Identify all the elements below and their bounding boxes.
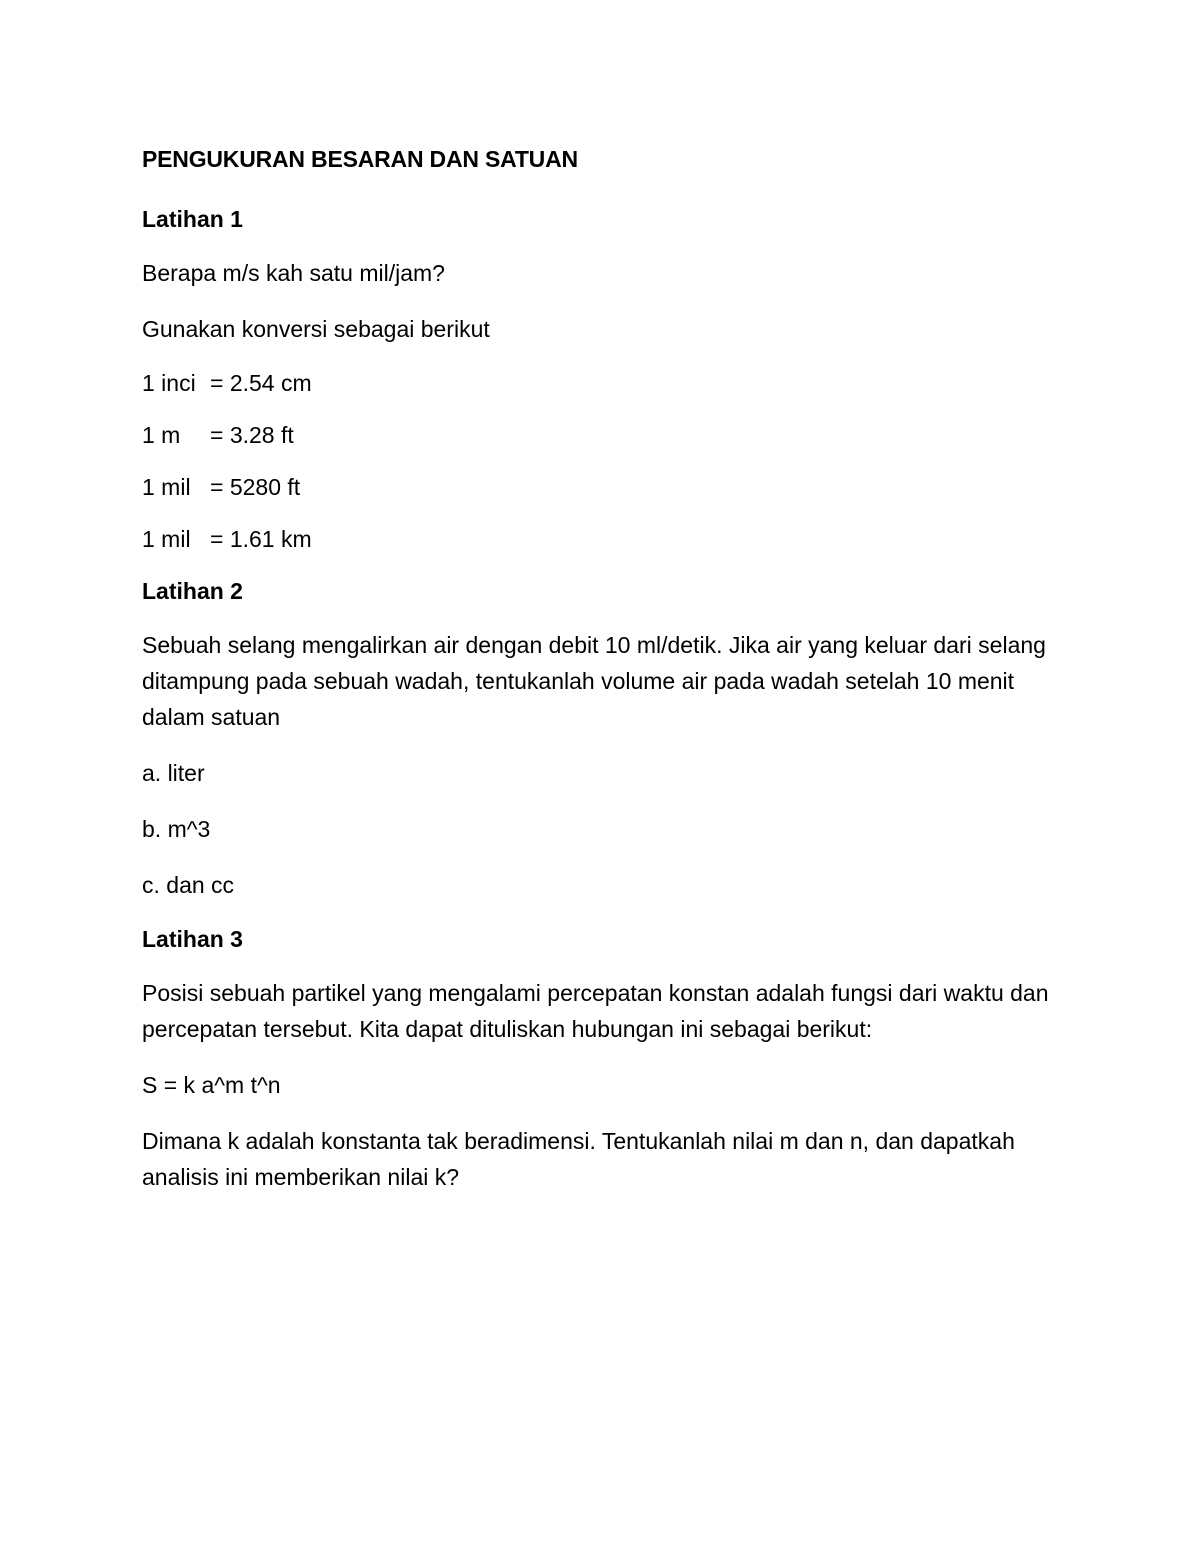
latihan-3-question: Posisi sebuah partikel yang mengalami percepatan konstan adalah fungsi dari waktu dan percepatan tersebut. Kita dapat dituliskan hubungan ini sebagai berikut: [142,980,1049,1042]
option-item: b. m^3 [142,816,211,842]
conversion-right: = 3.28 ft [210,422,294,448]
conversion-right: = 2.54 cm [210,370,312,396]
conversion-left: 1 mil [142,474,191,500]
latihan-3-formula: S = k a^m t^n [142,1072,281,1098]
latihan-2-heading: Latihan 2 [142,578,243,604]
latihan-1-question: Berapa m/s kah satu mil/jam? [142,260,445,286]
conversion-right: = 1.61 km [210,526,312,552]
conversion-row [142,367,1062,399]
document-body [142,143,1062,1215]
latihan-1-instruction: Gunakan konversi sebagai berikut [142,316,490,342]
document-title: PENGUKURAN BESARAN DAN SATUAN [142,146,578,172]
option-item: a. liter [142,760,205,786]
latihan-3-heading: Latihan 3 [142,926,243,952]
conversion-row [142,419,1062,451]
conversion-row [142,523,1062,555]
latihan-2-question: Sebuah selang mengalirkan air dengan debit 10 ml/detik. Jika air yang keluar dari selang ditampung pada sebuah wadah, tentukanlah volume air pada wadah setelah 10 menit dalam satuan [142,632,1046,730]
conversion-left: 1 m [142,422,181,448]
option-item: c. dan cc [142,872,235,898]
latihan-3-followup: Dimana k adalah konstanta tak beradimensi. Tentukanlah nilai m dan n, dan dapatkah analisis ini memberikan nilai k? [142,1128,1015,1190]
conversion-right: = 5280 ft [210,474,301,500]
conversion-left: 1 mil [142,526,191,552]
latihan-1-heading: Latihan 1 [142,206,243,232]
conversion-row [142,471,1062,503]
conversion-left: 1 inci [142,370,196,396]
